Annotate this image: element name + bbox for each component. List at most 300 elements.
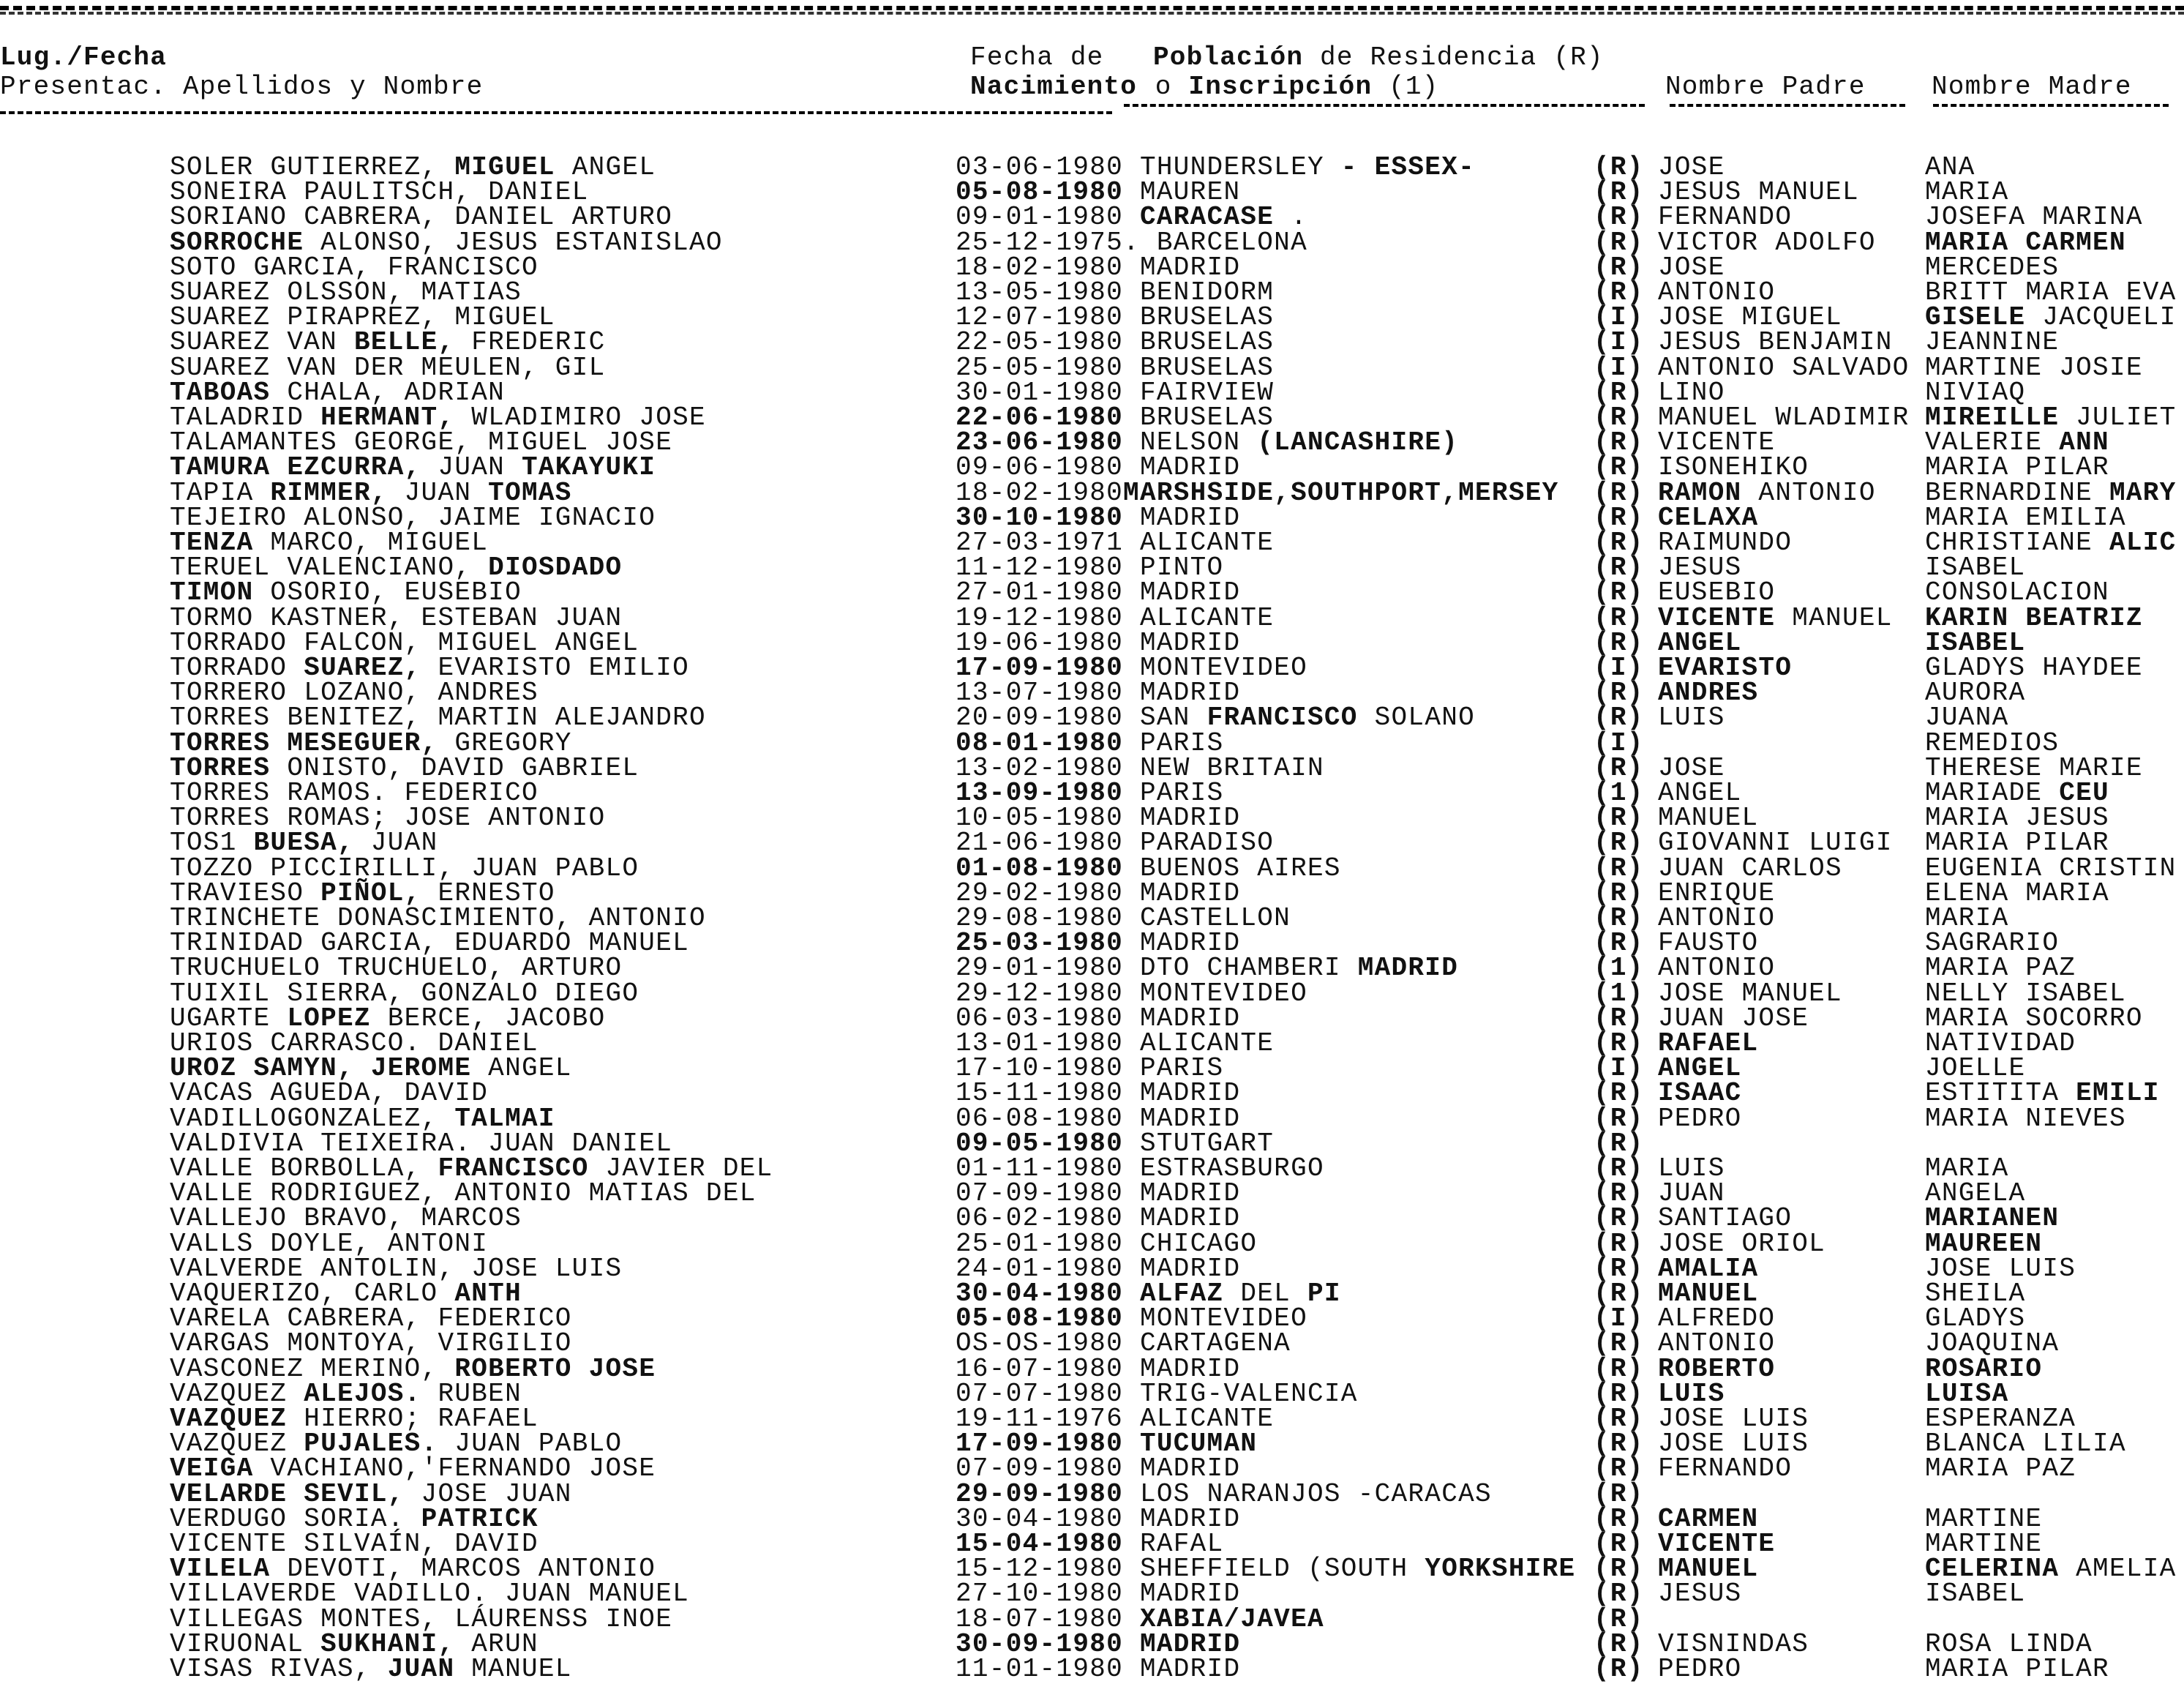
person-name-segment: TORRES BENITEZ, MARTIN ALEJANDRO	[170, 703, 706, 733]
mother-name-segment: MARIANEN	[1925, 1203, 2060, 1234]
birth-date-place	[956, 752, 1324, 783]
mother-name-segment: AURORA	[1925, 678, 2026, 708]
birth-date-place	[956, 678, 1241, 708]
table-row	[0, 1353, 2184, 1384]
birth-date-place-segment: 29-09-1980	[956, 1478, 1124, 1509]
table-row	[0, 928, 2184, 959]
birth-date-place-segment: (LANCASHIRE)	[1257, 427, 1459, 458]
person-name	[170, 703, 706, 733]
birth-date-place	[956, 252, 1241, 282]
birth-date-place-segment: 25-12-1975. BARCELONA	[956, 227, 1307, 258]
table-row	[0, 1554, 2184, 1584]
mother-name-segment: MARIA JESUS	[1925, 803, 2109, 834]
person-name-segment: ANGEL	[471, 1053, 572, 1084]
person-name-segment: TRINCHETE DONASCIMIENTO, ANTONIO	[170, 903, 706, 933]
birth-date-place	[956, 828, 1275, 858]
mother-name	[1925, 778, 2109, 808]
mother-name-segment: ISABEL	[1925, 553, 2026, 583]
birth-date-place-segment: 18-02-1980	[956, 477, 1124, 508]
birth-date-place	[956, 502, 1241, 533]
person-name-segment: TOZZO PICCIRILLI, JUAN PABLO	[170, 853, 639, 883]
father-name	[1658, 602, 1893, 633]
mother-name	[1925, 202, 2143, 233]
birth-date-place	[956, 1603, 1324, 1634]
birth-date-place-segment: XABIA/JAVEA	[1139, 1603, 1324, 1634]
header-inscripcion-rest: (1)	[1372, 72, 1439, 102]
birth-date-place-segment: 07-07-1980 TRIG-VALENCIA	[956, 1378, 1358, 1409]
mother-name-segment: MARIA	[1925, 903, 2009, 933]
father-name	[1658, 152, 1725, 182]
mother-name-segment: MAUREEN	[1925, 1228, 2043, 1259]
header-poblacion	[1153, 44, 1604, 72]
father-name-segment: JESUS BENJAMIN	[1658, 327, 1893, 358]
person-name-segment: TAMURA EZCURRA,	[170, 452, 421, 483]
person-name-segment: VAQUERIZO, CARLO	[170, 1279, 455, 1309]
person-name	[170, 403, 706, 433]
person-name-segment: PATRICK	[421, 1503, 539, 1534]
residence-marker: (R)	[1594, 1178, 1644, 1209]
mother-name	[1925, 452, 2109, 483]
father-name-segment: FERNANDO	[1658, 1453, 1793, 1484]
father-name	[1658, 427, 1776, 458]
birth-date-place-segment: 22-06-1980	[956, 403, 1124, 433]
person-name	[170, 202, 673, 233]
residence-marker: (R)	[1594, 577, 1644, 608]
table-row	[0, 1153, 2184, 1183]
residence-marker: (I)	[1594, 727, 1644, 758]
birth-date-place	[956, 452, 1241, 483]
father-name-segment: JOSE MANUEL	[1658, 978, 1842, 1008]
person-name-segment: ANGEL	[555, 152, 656, 182]
birth-date-place	[956, 202, 1307, 233]
residence-marker: (R)	[1594, 1328, 1644, 1359]
table-row	[0, 352, 2184, 383]
person-name	[170, 1378, 522, 1409]
person-name-segment: TRUCHUELO TRUCHUELO, ARTURO	[170, 953, 623, 984]
father-name-segment: ANTONIO	[1658, 953, 1776, 984]
person-name-segment: TORRES	[170, 752, 271, 783]
father-name	[1658, 1328, 1776, 1359]
mother-name-segment: KARIN BEATRIZ	[1925, 602, 2143, 633]
person-name	[170, 1028, 539, 1058]
father-name	[1658, 703, 1725, 733]
residence-marker: (R)	[1594, 502, 1644, 533]
table-row	[0, 953, 2184, 984]
birth-date-place-segment: 19-06-1980 MADRID	[956, 627, 1241, 658]
father-name-segment: JOSE LUIS	[1658, 1404, 1809, 1434]
table-row	[0, 427, 2184, 458]
birth-date-place-segment: 17-09-1980	[956, 653, 1124, 683]
mother-name	[1925, 1053, 2026, 1084]
person-name-segment: TOS1	[170, 828, 254, 858]
table-row	[0, 1429, 2184, 1459]
header-underline-madre	[1933, 104, 2169, 107]
person-name-segment: TEJEIRO ALONSO, JAIME IGNACIO	[170, 502, 656, 533]
header-fecha-de: Fecha de	[970, 42, 1104, 72]
birth-date-place	[956, 352, 1275, 383]
father-name-segment: ISAAC	[1658, 1078, 1742, 1109]
person-name-segment: TENZA	[170, 528, 254, 558]
person-name-segment: SUKHANI,	[320, 1628, 455, 1659]
header-nombre-padre: Nombre Padre	[1665, 72, 1866, 102]
person-name-segment: ALONSO, JESUS ESTANISLAO	[304, 227, 723, 258]
father-name-segment: ANTONIO	[1658, 903, 1776, 933]
father-name	[1658, 1279, 1759, 1309]
person-name-segment: VIRUONAL	[170, 1628, 321, 1659]
person-name-segment: DEVOTI, MARCOS ANTONIO	[270, 1554, 656, 1584]
person-name-segment: UROZ SAMYN, JEROME	[170, 1053, 472, 1084]
table-row	[0, 377, 2184, 408]
mother-name-segment: NATIVIDAD	[1925, 1028, 2076, 1058]
residence-marker: (R)	[1594, 903, 1644, 933]
father-name-segment: JESUS	[1658, 1579, 1742, 1609]
father-name-segment: ENRIQUE	[1658, 877, 1776, 908]
person-name	[170, 1453, 656, 1484]
mother-name	[1925, 752, 2143, 783]
father-name	[1658, 277, 1776, 307]
birth-date-place	[956, 803, 1241, 834]
residence-marker: (R)	[1594, 1378, 1644, 1409]
mother-name-segment: MARY	[2109, 477, 2177, 508]
person-name	[170, 227, 723, 258]
table-row	[0, 452, 2184, 483]
person-name-segment: FREDERIC	[454, 327, 606, 358]
table-row	[0, 477, 2184, 508]
mother-name	[1925, 978, 2126, 1008]
mother-name	[1925, 803, 2109, 834]
residence-marker: (R)	[1594, 678, 1644, 708]
birth-date-place-segment: 10-05-1980 MADRID	[956, 803, 1241, 834]
residence-marker: (R)	[1594, 1579, 1644, 1609]
person-name-segment: FRANCISCO	[438, 1153, 589, 1183]
birth-date-place-segment: 13-01-1980 ALICANTE	[956, 1028, 1275, 1058]
person-name-segment: VALDIVIA TEIXEIRA. JUAN DANIEL	[170, 1128, 673, 1159]
mother-name-segment: MARIA PAZ	[1925, 1453, 2076, 1484]
person-name-segment: SORROCHE	[170, 227, 304, 258]
table-row	[0, 1253, 2184, 1284]
father-name-segment: VICENTE	[1658, 427, 1776, 458]
birth-date-place	[956, 1453, 1241, 1484]
mother-name-segment: MARIA PAZ	[1925, 953, 2076, 984]
birth-date-place	[956, 1253, 1241, 1284]
father-name-segment: MANUEL	[1658, 803, 1759, 834]
birth-date-place	[956, 577, 1241, 608]
mother-name-segment: JEANNINE	[1925, 327, 2060, 358]
father-name-segment: JOSE	[1658, 152, 1725, 182]
father-name	[1658, 1378, 1725, 1409]
residence-marker: (R)	[1594, 553, 1644, 583]
birth-date-place	[956, 1103, 1241, 1134]
mother-name	[1925, 1253, 2076, 1284]
birth-date-place	[956, 152, 1476, 182]
mother-name-segment: MARTINE	[1925, 1503, 2043, 1534]
residence-marker: (R)	[1594, 602, 1644, 633]
person-name	[170, 653, 690, 683]
person-name	[170, 553, 623, 583]
person-name-segment: VACHIANO,'FERNANDO JOSE	[253, 1453, 656, 1484]
father-name	[1658, 1103, 1742, 1134]
person-name-segment: ONISTO, DAVID GABRIEL	[270, 752, 639, 783]
birth-date-place	[956, 477, 1559, 508]
table-row	[0, 1654, 2184, 1684]
birth-date-place-segment: 15-12-1980 SHEFFIELD (SOUTH	[956, 1554, 1425, 1584]
birth-date-place-segment: 12-07-1980 BRUSELAS	[956, 302, 1275, 333]
person-name-segment: DIOSDADO	[488, 553, 623, 583]
birth-date-place	[956, 1429, 1258, 1459]
birth-date-place-segment: 30-10-1980	[956, 502, 1124, 533]
person-name-segment: VILELA	[170, 1554, 271, 1584]
mother-name-segment: MARIA NIEVES	[1925, 1103, 2126, 1134]
residence-marker: (I)	[1594, 653, 1644, 683]
table-row	[0, 903, 2184, 933]
person-name-segment: MANUEL	[454, 1654, 572, 1684]
mother-name	[1925, 252, 2060, 282]
mother-name	[1925, 553, 2026, 583]
mother-name	[1925, 177, 2009, 208]
birth-date-place-segment: 21-06-1980 PARADISO	[956, 828, 1275, 858]
mother-name	[1925, 1378, 2009, 1409]
residence-marker: (I)	[1594, 302, 1644, 333]
birth-date-place-segment: PARIS	[1123, 778, 1224, 808]
person-name-segment: TERUEL VALENCIANO,	[170, 553, 489, 583]
father-name	[1658, 803, 1759, 834]
residence-marker: (R)	[1594, 177, 1644, 208]
birth-date-place	[956, 1628, 1241, 1659]
father-name-segment: JUAN CARLOS	[1658, 853, 1842, 883]
person-name-segment: TALMAI	[454, 1103, 555, 1134]
birth-date-place-segment: LOS NARANJOS -CARACAS	[1123, 1478, 1492, 1509]
father-name-segment: JOSE ORIOL	[1658, 1228, 1826, 1259]
mother-name-segment: CELERINA	[1925, 1554, 2060, 1584]
residence-marker: (1)	[1594, 978, 1644, 1008]
person-name-segment: SOLER GUTIERREZ,	[170, 152, 455, 182]
residence-marker: (R)	[1594, 928, 1644, 959]
mother-name	[1925, 953, 2076, 984]
mother-name-segment: SAGRARIO	[1925, 928, 2060, 959]
person-name	[170, 177, 589, 208]
person-name-segment: HERMANT,	[320, 403, 455, 433]
person-name-segment: HIERRO; RAFAEL	[287, 1404, 539, 1434]
person-name-segment: TORRES ROMAS; JOSE ANTONIO	[170, 803, 606, 834]
mother-name-segment: JOAQUINA	[1925, 1328, 2060, 1359]
person-name-segment: VAZQUEZ	[170, 1429, 304, 1459]
father-name	[1658, 352, 1910, 383]
person-name	[170, 1404, 539, 1434]
birth-date-place	[956, 1328, 1291, 1359]
father-name-segment: JUAN JOSE	[1658, 1003, 1809, 1033]
father-name-segment: ANGEL	[1658, 778, 1742, 808]
table-row	[0, 1503, 2184, 1534]
birth-date-place-segment: - ESSEX-	[1340, 152, 1476, 182]
birth-date-place-segment: MONTEVIDEO	[1123, 653, 1307, 683]
person-name	[170, 1078, 489, 1109]
table-row	[0, 577, 2184, 608]
father-name-segment: VISNINDAS	[1658, 1628, 1809, 1659]
residence-marker: (R)	[1594, 152, 1644, 182]
birth-date-place	[956, 427, 1459, 458]
person-name	[170, 277, 522, 307]
top-separator-line	[0, 0, 2184, 15]
father-name	[1658, 752, 1725, 783]
father-name-segment: JESUS	[1658, 553, 1742, 583]
mother-name-segment: REMEDIOS	[1925, 727, 2060, 758]
residence-marker: (R)	[1594, 1228, 1644, 1259]
header-underline-left	[0, 111, 1112, 114]
mother-name-segment: MARIA PILAR	[1925, 452, 2109, 483]
mother-name	[1925, 1328, 2060, 1359]
residence-marker: (R)	[1594, 477, 1644, 508]
table-row	[0, 877, 2184, 908]
birth-date-place	[956, 1378, 1358, 1409]
residence-marker: (R)	[1594, 1203, 1644, 1234]
residence-marker: (R)	[1594, 1078, 1644, 1109]
person-name	[170, 1353, 656, 1384]
residence-marker: (R)	[1594, 853, 1644, 883]
father-name	[1658, 1429, 1809, 1459]
mother-name-segment: ESTITITA	[1925, 1078, 2076, 1109]
birth-date-place	[956, 403, 1275, 433]
person-name	[170, 1203, 522, 1234]
table-row	[0, 653, 2184, 683]
father-name-segment: ALFREDO	[1658, 1303, 1776, 1334]
father-name	[1658, 1053, 1742, 1084]
mother-name	[1925, 903, 2009, 933]
table-row	[0, 1279, 2184, 1309]
table-row	[0, 1478, 2184, 1509]
mother-name	[1925, 703, 2009, 733]
father-name-segment: ANDRES	[1658, 678, 1759, 708]
birth-date-place-segment: SOLANO	[1357, 703, 1476, 733]
person-name-segment: LOPEZ	[287, 1003, 371, 1033]
residence-marker: (R)	[1594, 403, 1644, 433]
mother-name-segment: CEU	[2059, 778, 2109, 808]
table-row	[0, 1453, 2184, 1484]
mother-name-segment: ISABEL	[1925, 1579, 2026, 1609]
father-name	[1658, 1554, 1759, 1584]
birth-date-place	[956, 778, 1224, 808]
birth-date-place-segment: 17-09-1980 TUCUMAN	[956, 1429, 1258, 1459]
person-name-segment: VAZQUEZ	[170, 1404, 288, 1434]
residence-marker: (R)	[1594, 803, 1644, 834]
father-name	[1658, 928, 1759, 959]
table-row	[0, 227, 2184, 258]
mother-name-segment: GLADYS	[1925, 1303, 2026, 1334]
mother-name-segment: ELENA MARIA	[1925, 877, 2109, 908]
birth-date-place-segment: .	[1274, 202, 1307, 233]
birth-date-place-segment: 29-02-1980 MADRID	[956, 877, 1241, 908]
birth-date-place	[956, 1279, 1341, 1309]
mother-name-segment: CHRISTIANE	[1925, 528, 2109, 558]
mother-name-segment: ESPERANZA	[1925, 1404, 2076, 1434]
mother-name-segment: EMILI	[2076, 1078, 2160, 1109]
birth-date-place-segment: PARIS	[1123, 727, 1224, 758]
person-name-segment: VILLEGAS MONTES, LÁURENSS INOE	[170, 1603, 673, 1634]
mother-name	[1925, 1579, 2026, 1609]
residence-marker: (R)	[1594, 1003, 1644, 1033]
person-name-segment: TORRERO LOZANO, ANDRES	[170, 678, 539, 708]
table-row	[0, 1529, 2184, 1559]
birth-date-place	[956, 1178, 1241, 1209]
mother-name-segment: ANGELA	[1925, 1178, 2026, 1209]
person-name	[170, 602, 623, 633]
mother-name-segment: MARIA	[1925, 177, 2009, 208]
person-name	[170, 627, 639, 658]
residence-marker: (R)	[1594, 227, 1644, 258]
father-name-segment: GIOVANNI LUIGI	[1658, 828, 1893, 858]
table-row	[0, 1603, 2184, 1634]
father-name-segment: ANTONIO	[1658, 1328, 1776, 1359]
birth-date-place-segment: 11-12-1980 PINTO	[956, 553, 1224, 583]
table-row	[0, 627, 2184, 658]
residence-marker: (I)	[1594, 1303, 1644, 1334]
person-name	[170, 778, 539, 808]
person-name-segment: JAVIER DEL	[588, 1153, 773, 1183]
mother-name-segment: ANN	[2059, 427, 2109, 458]
father-name-segment: AMALIA	[1658, 1253, 1759, 1284]
person-name-segment: SUAREZ PIRAPREZ, MIGUEL	[170, 302, 555, 333]
birth-date-place-segment: 08-01-1980	[956, 727, 1124, 758]
birth-date-place	[956, 1654, 1241, 1684]
mother-name	[1925, 1279, 2026, 1309]
father-name	[1658, 678, 1759, 708]
father-name	[1658, 1654, 1742, 1684]
birth-date-place	[956, 528, 1275, 558]
table-row	[0, 1579, 2184, 1609]
birth-date-place-segment: 30-04-1980 MADRID	[956, 1503, 1241, 1534]
mother-name-segment: ALIC	[2109, 528, 2177, 558]
person-name	[170, 528, 489, 558]
person-name-segment: BUESA,	[253, 828, 354, 858]
birth-date-place-segment: 27-03-1971 ALICANTE	[956, 528, 1275, 558]
mother-name	[1925, 1028, 2076, 1058]
table-row	[0, 302, 2184, 333]
father-name-segment: SANTIAGO	[1658, 1203, 1793, 1234]
father-name	[1658, 778, 1742, 808]
person-name-segment: JUAN	[353, 828, 438, 858]
residence-marker: (R)	[1594, 1503, 1644, 1534]
table-row	[0, 1328, 2184, 1359]
person-name-segment: UGARTE	[170, 1003, 288, 1033]
birth-date-place-segment: MADRID	[1123, 502, 1241, 533]
father-name	[1658, 1503, 1759, 1534]
person-name	[170, 828, 438, 858]
person-name	[170, 1003, 606, 1033]
person-name-segment: TORRES RAMOS. FEDERICO	[170, 778, 539, 808]
person-name-segment: TIMON	[170, 577, 254, 608]
table-row	[0, 1178, 2184, 1209]
residence-marker: (I)	[1594, 352, 1644, 383]
person-name	[170, 727, 572, 758]
residence-marker: (R)	[1594, 202, 1644, 233]
birth-date-place	[956, 602, 1275, 633]
birth-date-place-segment: 13-02-1980 NEW BRITAIN	[956, 752, 1324, 783]
table-row	[0, 1628, 2184, 1659]
table-row	[0, 1003, 2184, 1033]
mother-name-segment: BRITT MARIA EVA	[1925, 277, 2177, 307]
father-name	[1658, 903, 1776, 933]
birth-date-place	[956, 277, 1275, 307]
father-name-segment: MANUEL	[1775, 602, 1893, 633]
mother-name-segment: BLANCA LILIA	[1925, 1429, 2126, 1459]
person-name-segment: VACAS AGUEDA, DAVID	[170, 1078, 489, 1109]
person-name-segment: VEIGA	[170, 1453, 254, 1484]
table-row	[0, 752, 2184, 783]
father-name	[1658, 452, 1809, 483]
table-row	[0, 252, 2184, 282]
birth-date-place-segment: MADRID	[1357, 953, 1459, 984]
mother-name	[1925, 477, 2177, 508]
mother-name-segment: JACQUELI	[2025, 302, 2177, 333]
